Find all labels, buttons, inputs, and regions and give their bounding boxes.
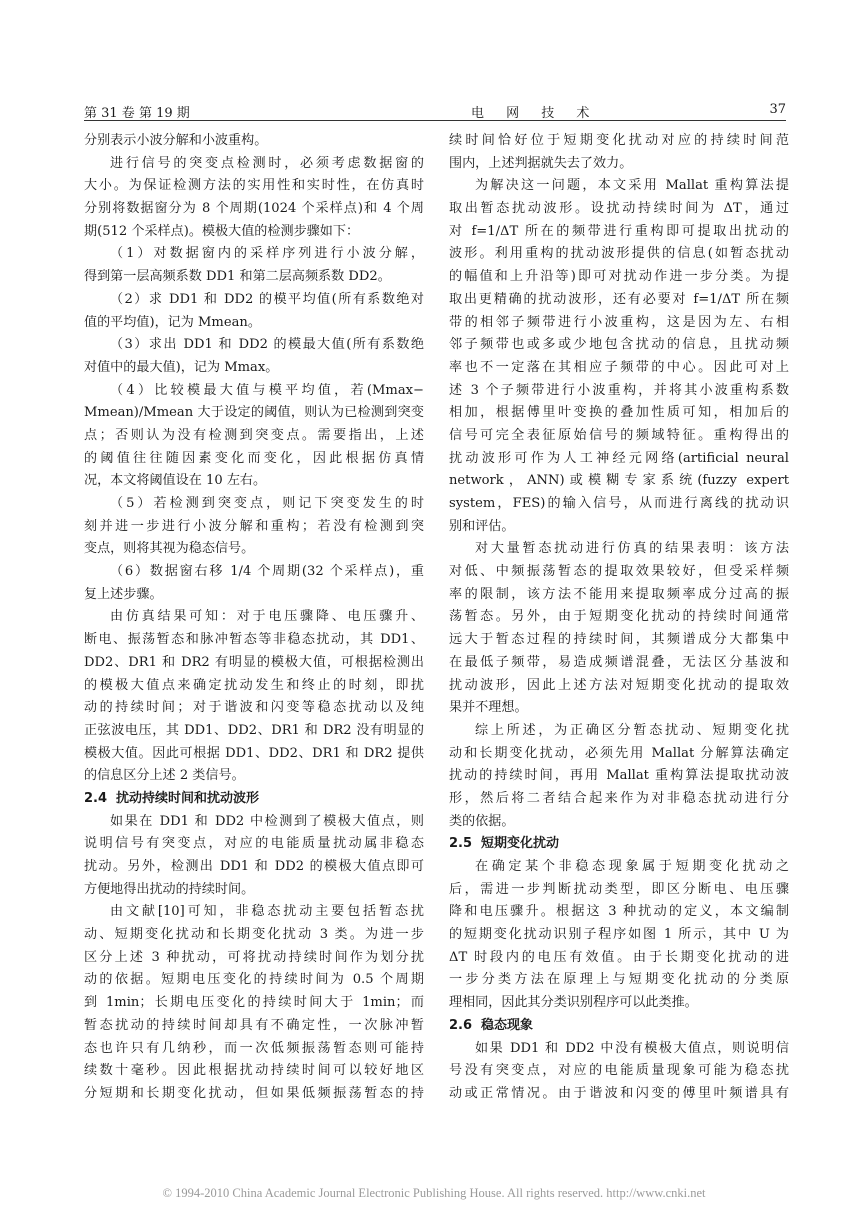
text-line: （1）对数据窗内的采样序列进行小波分解， [110, 246, 424, 262]
text-line: 远大于暂态过程的持续时间，其频谱成分大都集中 [449, 632, 789, 648]
text-line: 刻并进一步进行小波分解和重构；若没有检测到突 [84, 518, 424, 534]
text-line: 对低、中频振荡暂态的提取效果较好，但受采样频 [449, 564, 789, 580]
text-line: 一步分类方法在原理上与短期变化扰动的分类原 [449, 972, 789, 988]
text-line: ΔT 时段内的电压有效值。由于长期变化扰动的进 [449, 949, 789, 965]
text-line: network，ANN)或模糊专家系统(fuzzy expert [449, 473, 789, 489]
text-line: 期(512 个采样点)。模极大值的检测步骤如下： [84, 223, 360, 239]
text-line: 点；否则认为没有检测到突变点。需要指出，上述 [84, 427, 424, 443]
text-line: 的幅值和上升沿等)即可对扰动作进一步分类。为提 [449, 269, 789, 285]
text-line: 别和评估。 [449, 518, 515, 534]
text-line: 扰动。另外，检测出 DD1 和 DD2 的模极大值点即可 [84, 859, 424, 874]
section-heading [449, 833, 789, 856]
text-line: 进行信号的突变点检测时，必须考虑数据窗的 [110, 155, 424, 171]
text-line: 荡暂态。另外，由于短期变化扰动的持续时间通常 [449, 609, 789, 625]
text-line: 的短期变化扰动识别子程序如图 1 所示，其中 U 为 [449, 927, 789, 943]
text-line: （4）比较模最大值与模平均值，若(Mmax− [110, 382, 424, 398]
text-line: 动或正常情况。由于谐波和闪变的傅里叶频谱具有 [449, 1085, 789, 1101]
text-line: 动的依据。短期电压变化的持续时间为 0.5 个周期 [84, 972, 424, 988]
text-line: 分别将数据窗分为 8 个周期(1024 个采样点)和 4 个周 [84, 201, 424, 217]
page-number: 37 [769, 102, 786, 117]
text-line: （5）若检测到突变点，则记下突变发生的时 [110, 496, 424, 511]
text-line: （3）求出 DD1 和 DD2 的模最大值(所有系数绝 [110, 337, 424, 353]
text-line: 扰动波形可作为人工神经元网络(artificial neural [449, 450, 789, 466]
text-line: （2）求 DD1 和 DD2 的模平均值(所有系数绝对 [110, 291, 424, 307]
text-line: 动、短期变化扰动和长期变化扰动 3 类。为进一步 [84, 927, 424, 943]
section-title: 短期变化扰动 [481, 836, 560, 852]
text-line: 续时间恰好位于短期变化扰动对应的持续时间范 [449, 133, 789, 148]
copyright-footer: © 1994-2010 China Academic Journal Electronic Publishing House. All rights reserved. http://www.cnki.net [162, 1186, 706, 1200]
text-line: 分短期和长期变化扰动，但如果低频振荡暂态的持 [84, 1085, 424, 1101]
text-line: 态也许只有几纳秒，而一次低频振荡暂态则可能持 [84, 1040, 424, 1056]
volume-issue: 第 31 卷 第 19 期 [84, 106, 190, 121]
section-heading [449, 1015, 789, 1038]
text-line: 方便地得出扰动的持续时间。 [84, 881, 255, 897]
text-line: 大小。为保证检测方法的实用性和实时性，在仿真时 [84, 178, 424, 194]
text-line: 降和电压骤升。根据这 3 种扰动的定义，本文编制 [449, 904, 789, 920]
text-line: 果并不理想。 [449, 700, 528, 716]
text-line: 理相同，因此其分类识别程序可以此类推。 [449, 995, 698, 1011]
text-line: 号没有突变点，对应的电能质量现象可能为稳态扰 [449, 1063, 789, 1079]
left-column [84, 130, 424, 1106]
text-line: 说明信号有突变点，对应的电能质量扰动属非稳态 [84, 836, 424, 852]
text-line: 形，然后将二者结合起来作为对非稳态扰动进行分 [449, 790, 789, 806]
section-title: 扰动持续时间和扰动波形 [116, 790, 260, 806]
text-line: 波形。利用重构的扰动波形提供的信息(如暂态扰动 [449, 246, 789, 262]
text-line: 暂态扰动的持续时间却具有不确定性，一次脉冲暂 [84, 1017, 424, 1033]
text-line: 对大量暂态扰动进行仿真的结果表明：该方法 [475, 541, 789, 557]
text-line: 后，需进一步判断扰动类型，即区分断电、电压骤 [449, 881, 789, 897]
text-line: 分别表示小波分解和小波重构。 [84, 133, 268, 148]
text-line: system，FES)的输入信号，从而进行离线的扰动识 [449, 496, 789, 511]
text-line: 断电、振荡暂态和脉冲暂态等非稳态扰动，其 DD1、 [84, 632, 424, 648]
text-line: 的阈值往往随因素变化而变化，因此根据仿真情 [84, 450, 424, 466]
text-line: 述 3 个子频带进行小波重构，并将其小波重构系数 [449, 382, 789, 398]
section-number: 2.4 [84, 790, 108, 806]
text-line: 模极大值。因此可根据 DD1、DD2、DR1 和 DR2 提供 [84, 745, 424, 761]
section-heading [84, 788, 424, 811]
text-line: 率的限制，该方法不能用来提取频率成分过高的振 [449, 586, 789, 602]
text-line: 动的持续时间；对于谐波和闪变等稳态扰动以及纯 [84, 700, 424, 716]
text-line: 信号可完全表征原始信号的频域特征。重构得出的 [449, 427, 789, 443]
text-line: 变点，则将其视为稳态信号。 [84, 541, 255, 557]
text-line: 动和长期变化扰动，必须先用 Mallat 分解算法确定 [449, 745, 789, 761]
text-line: 正弦波电压，其 DD1、DD2、DR1 和 DR2 没有明显的 [84, 722, 424, 738]
text-line: 相加，根据傅里叶变换的叠加性质可知，相加后的 [449, 405, 789, 421]
text-line: 如果在 DD1 和 DD2 中检测到了模极大值点，则 [110, 813, 424, 829]
text-line: 对 f=1/ΔT 所在的频带进行重构即可提取出扰动的 [449, 223, 789, 239]
text-line: 的模极大值点来确定扰动发生和终止的时刻，即扰 [84, 677, 424, 693]
section-number: 2.5 [449, 836, 473, 852]
text-line: 围内，上述判据就失去了效力。 [449, 155, 633, 171]
text-line: DD2、DR1 和 DR2 有明显的模极大值，可根据检测出 [84, 654, 424, 670]
text-line: 取出暂态扰动波形。设扰动持续时间为 ΔT，通过 [449, 201, 789, 217]
section-number: 2.6 [449, 1017, 473, 1033]
text-line: 邻子频带也或多或少地包含扰动的信息，且扰动频 [449, 337, 789, 353]
running-header [84, 100, 786, 121]
text-line: 如果 DD1 和 DD2 中没有模极大值点，则说明信 [475, 1040, 789, 1056]
text-line: Mmean)/Mmean 大于设定的阈值，则认为已检测到突变 [84, 405, 424, 421]
text-line: 况，本文将阈值设在 10 左右。 [84, 473, 267, 489]
text-line: 综上所述，为正确区分暂态扰动、短期变化扰 [475, 722, 789, 738]
right-column [449, 130, 789, 1106]
text-line: 复上述步骤。 [84, 586, 163, 602]
text-line: 扰动波形，因此上述方法对短期变化扰动的提取效 [449, 677, 789, 693]
text-line: 区分上述 3 种扰动，可将扰动持续时间作为划分扰 [84, 949, 424, 965]
text-line: 续数十毫秒。因此根据扰动持续时间可以较好地区 [84, 1063, 424, 1079]
text-line: 的信息区分上述 2 类信号。 [84, 768, 245, 784]
text-line: 得到第一层高频系数 DD1 和第二层高频系数 DD2。 [84, 269, 391, 285]
text-line: 由仿真结果可知：对于电压骤降、电压骤升、 [110, 609, 424, 625]
journal-name: 电 网 技 术 [471, 106, 599, 121]
text-line: （6）数据窗右移 1/4 个周期(32 个采样点)，重 [110, 564, 424, 580]
text-line: 带的相邻子频带进行小波重构，这是因为左、右相 [449, 314, 789, 330]
text-line: 在最低子频带，易造成频谱混叠，无法区分基波和 [449, 654, 789, 670]
text-line: 由文献[10]可知，非稳态扰动主要包括暂态扰 [110, 904, 424, 920]
text-line: 取出更精确的扰动波形，还有必要对 f=1/ΔT 所在频 [449, 291, 789, 307]
text-line: 扰动的持续时间，再用 Mallat 重构算法提取扰动波 [449, 768, 789, 784]
text-line: 率也不一定落在其相应子频带的中心。因此可对上 [449, 359, 789, 375]
text-line: 类的依据。 [449, 813, 515, 829]
section-title: 稳态现象 [481, 1017, 534, 1033]
text-line: 值的平均值)，记为 Mmean。 [84, 314, 261, 330]
text-line: 在确定某个非稳态现象属于短期变化扰动之 [475, 859, 789, 874]
text-line: 为解决这一问题，本文采用 Mallat 重构算法提 [475, 178, 789, 194]
text-line: 对值中的最大值)，记为 Mmax。 [84, 359, 279, 375]
text-line: 到 1min；长期电压变化的持续时间大于 1min；而 [84, 995, 424, 1011]
